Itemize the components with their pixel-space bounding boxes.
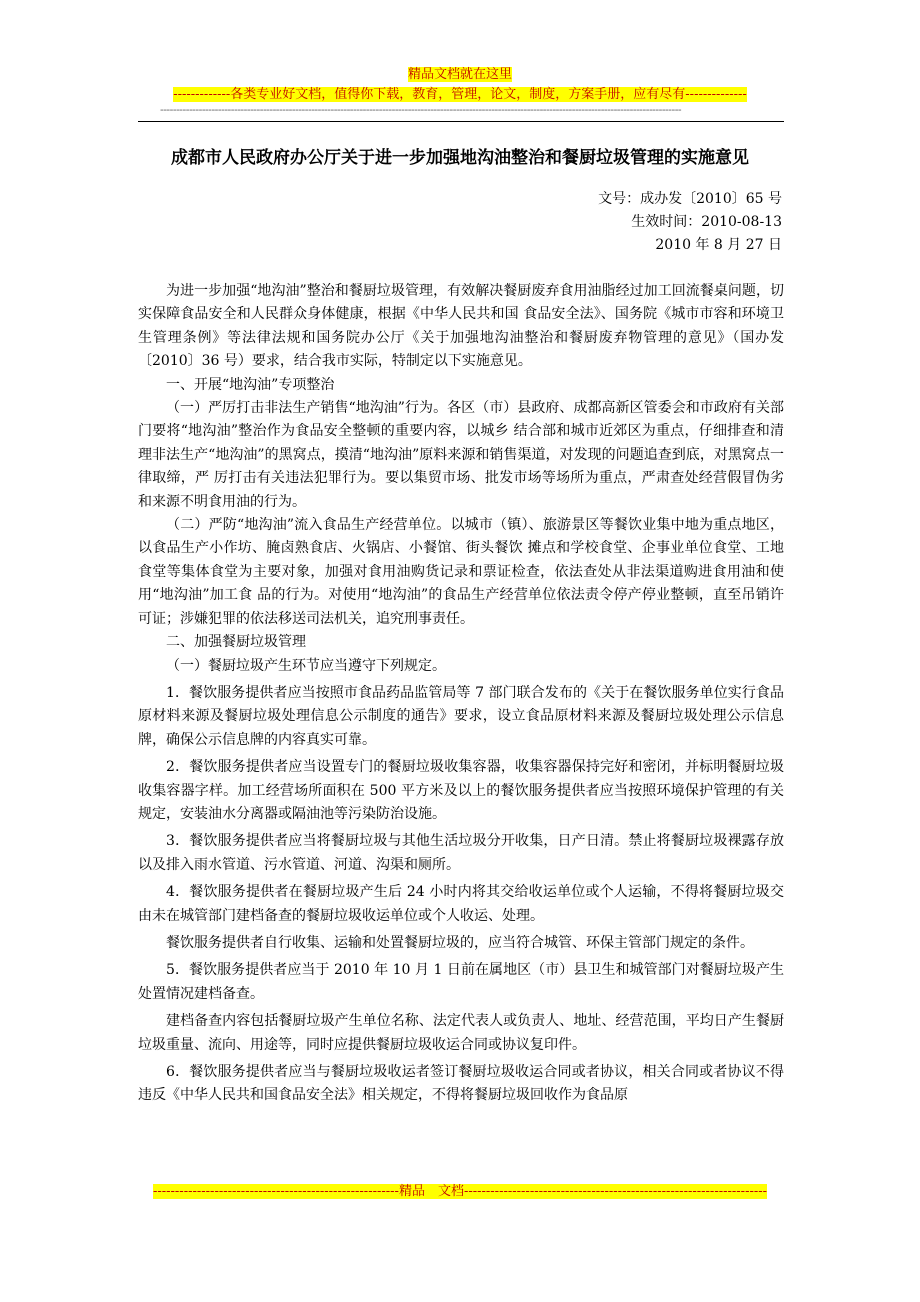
list-item-5-note: 建档备查内容包括餐厨垃圾产生单位名称、法定代表人或负责人、地址、经营范围，平均日产生餐厨垃圾重量、流向、用途等，同时应提供餐厨垃圾收运合同或协议复印件。 [138,1013,784,1053]
paragraph-2-1: （一）餐厨垃圾产生环节应当遵守下列规定。 [166,657,446,674]
paragraph-1-2: （二）严防“地沟油”流入食品生产经营单位。以城市（镇）、旅游景区等餐饮业集中地为重点地区，以食品生产小作坊、腌卤熟食店、火锅店、小餐馆、街头餐饮 摊点和学校食堂、企事业单位食堂、工地食堂等集体食堂为主要对象，加强对食用油购货记录和票证检查，依法查处从非法渠道购进食用油和使用“地沟油”加工食 品的行为。对使用“地沟油”的食品生产经营单位依法责令停产停业整顿，直至吊销许可证；涉嫌犯罪的依法移送司法机关，追究刑事责任。 [138,517,784,627]
list-item-4: 4．餐饮服务提供者在餐厨垃圾产生后 24 小时内将其交给收运单位或个人运输，不得将餐厨垃圾交由未在城管部门建档备查的餐厨垃圾收运单位或个人收运、处理。 [138,884,784,924]
effective-date: 生效时间：2010-08-13 [631,214,782,230]
footer-banner [0,1183,920,1200]
list-item-3: 3．餐饮服务提供者应当将餐厨垃圾与其他生活垃圾分开收集，日产日清。禁止将餐厨垃圾裸露存放以及排入雨水管道、污水管道、河道、沟渠和厕所。 [138,833,784,873]
list-item-2: 2．餐饮服务提供者应当设置专门的餐厨垃圾收集容器，收集容器保持完好和密闭，并标明餐厨垃圾收集容器字样。加工经营场所面积在 500 平方米及以上的餐饮服务提供者应当按照环境保护管理的有关规定，安装油水分离器或隔油池等污染防治设施。 [138,759,784,822]
header-divider [138,121,784,122]
heading-section-2: 二、加强餐厨垃圾管理 [166,634,306,651]
document-title: 成都市人民政府办公厅关于进一步加强地沟油整治和餐厨垃圾管理的实施意见 [171,148,749,168]
doc-number: 文号：成办发〔2010〕65 号 [598,191,782,207]
issue-date: 2010 年 8 月 27 日 [655,237,782,253]
paragraph-1-1: （一）严厉打击非法生产销售“地沟油”行为。各区（市）县政府、成都高新区管委会和市政府有关部门要将“地沟油”整治作为食品安全整顿的重要内容，以城乡 结合部和城市近郊区为重点，仔细排查和清理非法生产“地沟油”的黑窝点，摸清“地沟油”原料来源和销售渠道，对发现的问题追查到底，对黑窝点一律取缔，严 厉打击有关违法犯罪行为。要以集贸市场、批发市场等场所为重点，严肃查处经营假冒伪劣和来源不明食用油的行为。 [138,400,784,510]
header-dashes: ------------------------------------------------------------------------------------------------------------------------------------------------------------------ [160,104,682,116]
header-tagline [0,86,920,103]
header-tagline-text: -------------各类专业好文档，值得你下载，教育，管理，论文，制度，方案手册，应有尽有-------------- [173,87,747,102]
paragraph-intro: 为进一步加强“地沟油”整治和餐厨垃圾管理，有效解决餐厨废弃食用油脂经过加工回流餐桌问题，切实保障食品安全和人民群众身体健康，根据《中华人民共和国 食品安全法》、国务院《城市市容和环境卫生管理条例》等法律法规和国务院办公厅《关于加强地沟油整治和餐厨废弃物管理的意见》（国办发〔2010〕36 号）要求，结合我市实际，特制定以下实施意见。 [138,283,784,370]
list-item-5: 5．餐饮服务提供者应当于 2010 年 10 月 1 日前在属地区（市）县卫生和城管部门对餐厨垃圾产生处置情况建档备查。 [138,962,784,1002]
list-item-1: 1．餐饮服务提供者应当按照市食品药品监管局等 7 部门联合发布的《关于在餐饮服务单位实行食品原材料来源及餐厨垃圾处理信息公示制度的通告》要求，设立食品原材料来源及餐厨垃圾处理公示信息牌，确保公示信息牌的内容真实可靠。 [138,684,784,748]
heading-section-1: 一、开展“地沟油”专项整治 [166,376,335,393]
document-body [138,280,784,1108]
header-brand [0,66,920,83]
list-item-6: 6．餐饮服务提供者应当与餐厨垃圾收运者签订餐厨垃圾收运合同或者协议，相关合同或者协议不得违反《中华人民共和国食品安全法》相关规定，不得将餐厨垃圾回收作为食品原 [138,1064,784,1104]
header-brand-text: 精品文档就在这里 [407,67,512,82]
footer-text: --------------------------------------------------------精品 文档--------------------------------------------------------------------- [152,1184,768,1199]
list-item-4-note: 餐饮服务提供者自行收集、运输和处置餐厨垃圾的，应当符合城管、环保主管部门规定的条件。 [166,934,754,951]
